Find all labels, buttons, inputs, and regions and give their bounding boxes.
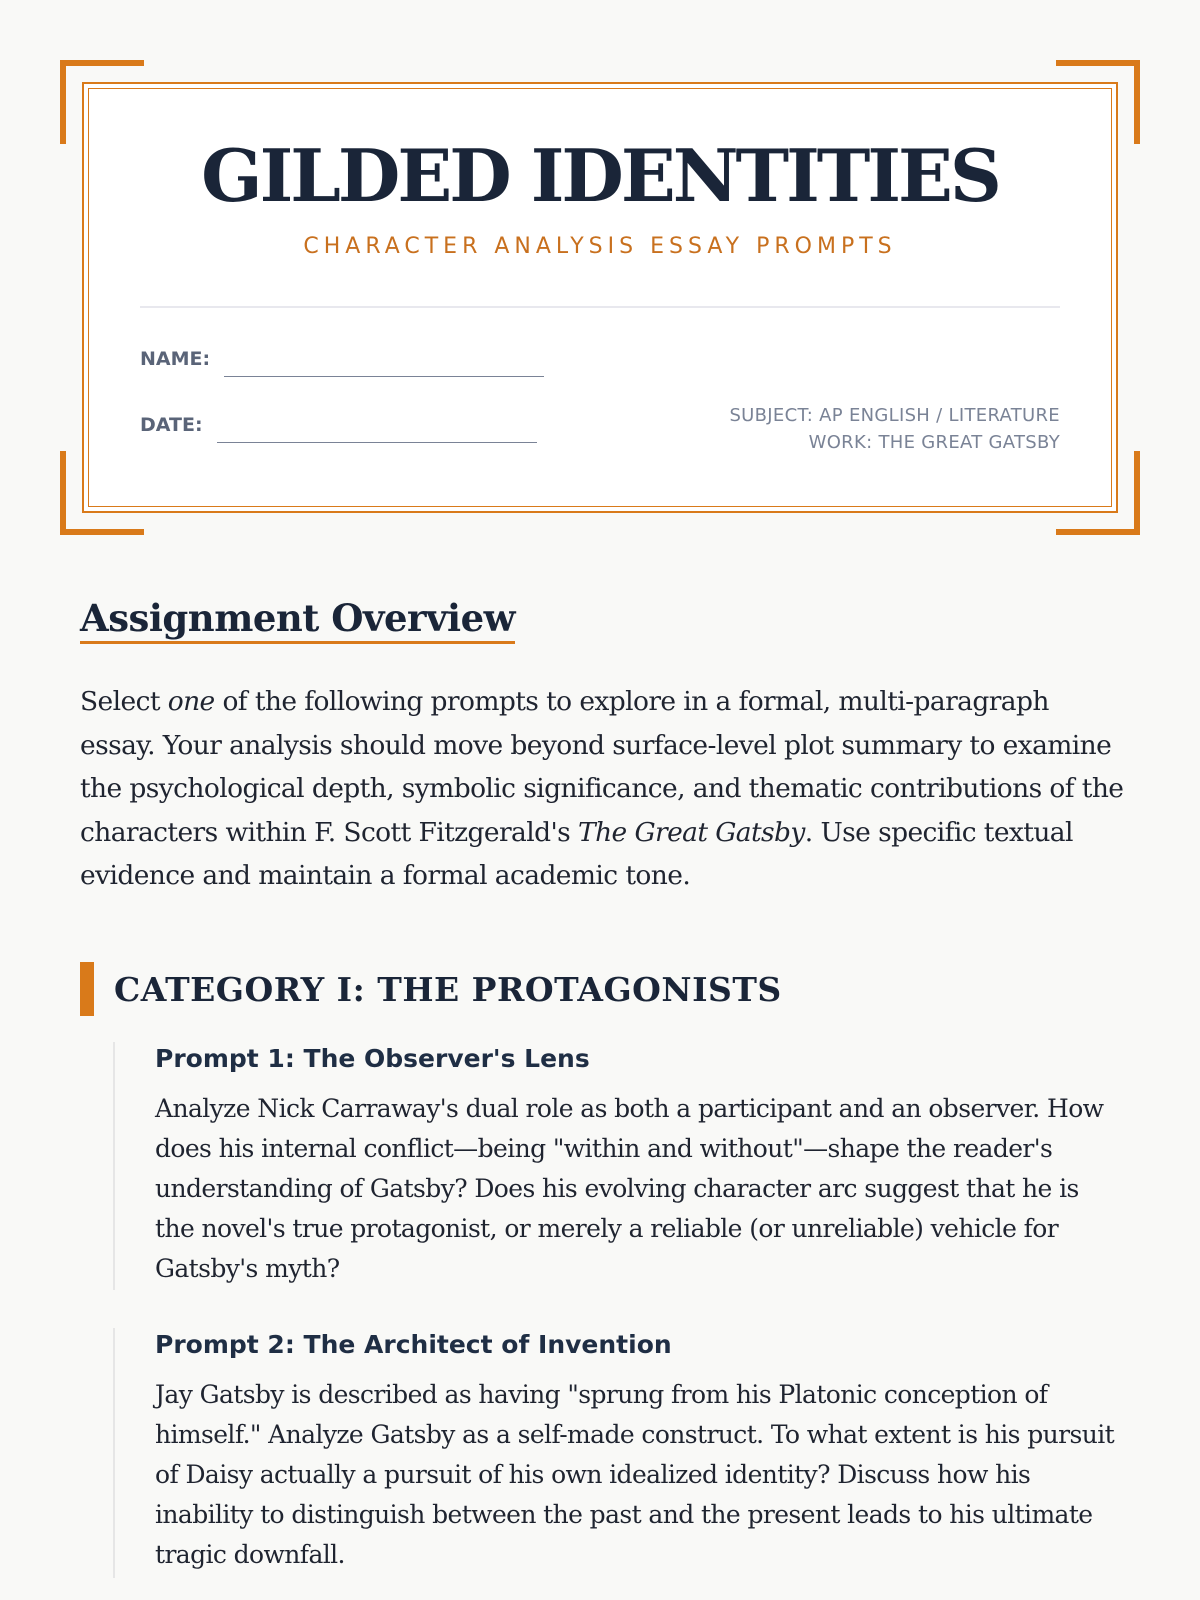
overview-heading: Assignment Overview [80,598,515,644]
name-field [140,348,544,377]
category-accent-bar [80,962,94,1016]
category-title: CATEGORY I: THE PROTAGONISTS [114,969,782,1009]
date-label: DATE: [140,414,203,436]
date-blank-line[interactable] [217,414,537,443]
name-label: NAME: [140,348,211,370]
prompt-1-title: Prompt 1: The Observer's Lens [155,1044,590,1073]
prompt-2-body: Jay Gatsby is described as having "sprung from his Platonic conception of himself." Analyze Gatsby as a self-made construct. To what extent is his pursuit of Daisy actually a pursuit of his own idealized identity? Discuss how his inability to distinguish between the past and the present leads to his ultimate tragic downfall. [155,1380,1115,1569]
corner-bracket-bottom-right [1056,451,1140,535]
overview-text-part-3: . Use specific textual evidence and maintain a formal academic tone. [80,816,1073,891]
document-title: GILDED IDENTITIES [201,133,999,218]
assignment-meta [729,402,1060,456]
subject-text: SUBJECT: AP ENGLISH / LITERATURE [729,405,1060,426]
prompt-1 [113,1042,1123,1290]
overview-emphasis-book-title: The Great Gatsby [578,816,805,848]
work-text: WORK: THE GREAT GATSBY [808,432,1060,453]
corner-bracket-top-left [60,60,144,144]
overview-text-part-2: of the following prompts to explore in a formal, multi-paragraph essay. Your analysis should move beyond surface-level plot summary to examine the psychological depth, symbolic significance, and thematic contributions of the characters within F. Scott Fitzgerald's [80,686,1124,848]
overview-text-part-1: Select [80,686,168,717]
header-divider [140,306,1060,308]
overview-emphasis-one: one [167,686,215,717]
corner-bracket-bottom-left [60,451,144,535]
prompt-2-title: Prompt 2: The Architect of Invention [155,1330,672,1359]
prompt-2 [113,1328,1123,1578]
date-field [140,414,537,443]
document-subtitle: CHARACTER ANALYSIS ESSAY PROMPTS [303,234,897,259]
category-heading [80,962,782,1016]
prompt-1-body: Analyze Nick Carraway's dual role as both a participant and an observer. How does his internal conflict—being "within and without"—shape the reader's understanding of Gatsby? Does his evolving character arc suggest that he is the novel's true protagonist, or merely a reliable (or unreliable) vehicle for Gatsby's myth? [155,1094,1104,1283]
corner-bracket-top-right [1056,60,1140,144]
header-card [60,60,1140,535]
name-blank-line[interactable] [224,348,544,377]
overview-paragraph [80,680,1130,898]
